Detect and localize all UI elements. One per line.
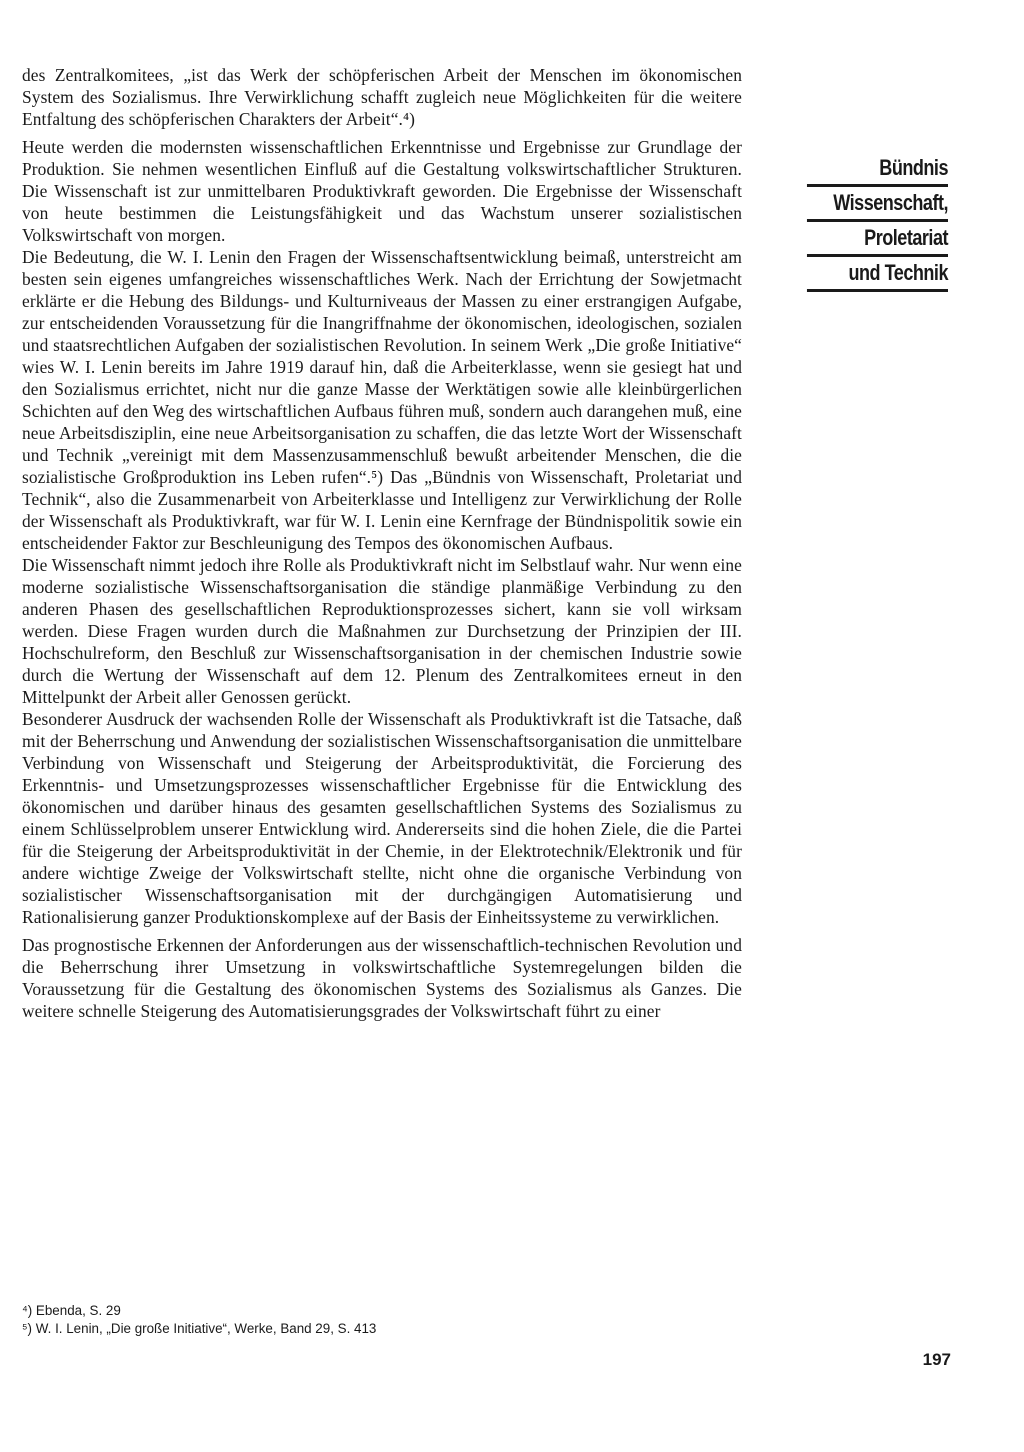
paragraph-2: Heute werden die modernsten wissenschaftlichen Erkenntnisse und Ergebnisse zur Grundlage der Produktion. Sie nehmen wesentlichen Einfluß auf die Gestaltung volkswirtschaftlicher Strukturen. Die Wissenschaft ist zur unmittelbaren Produktivkraft geworden. Die Ergebnisse der Wissenschaft von heute bestimmen die Leistungsfähigkeit und das Wachstum unserer sozialistischen Volkswirtschaft von morgen. [22, 137, 742, 245]
margin-heading-line-1: Bündnis [807, 152, 948, 187]
page-number: 197 [922, 1350, 951, 1369]
paragraph-1: des Zentralkomitees, „ist das Werk der schöpferischen Arbeit der Menschen im ökonomischen System des Sozialismus. Ihre Verwirklichung schafft zugleich neue Möglichkeiten für die weitere Entfaltung des schöpferischen Charakters der Arbeit“.⁴) [22, 65, 742, 129]
footnotes [22, 1302, 742, 1338]
margin-heading-line-3: Proletariat [807, 222, 948, 257]
main-text-column [22, 64, 742, 1028]
margin-heading-line-4: und Technik [807, 257, 948, 292]
paragraph-6: Das prognostische Erkennen der Anforderungen aus der wissenschaftlich-technischen Revolution und die Beherrschung ihrer Umsetzung in volkswirtschaftliche Systemregelungen bilden die Voraussetzung für die Gestaltung des ökonomischen Systems des Sozialismus als Ganzes. Die weitere schnelle Steigerung des Automatisierungsgrades der Volkswirtschaft führt zu einer [22, 935, 742, 1021]
paragraph-5: Besonderer Ausdruck der wachsenden Rolle der Wissenschaft als Produktivkraft ist die Tatsache, daß mit der Beherrschung und Anwendung der sozialistischen Wissenschaftsorganisation die unmittelbare Verbindung von Wissenschaft und Steigerung der Arbeitsproduktivität, die Forcierung des Erkenntnis- und Umsetzungsprozesses wissenschaftlicher Ergebnisse für die Entwicklung des ökonomischen und darüber hinaus des gesamten gesellschaftlichen Systems des Sozialismus zu einem Schlüsselproblem unserer Entwicklung wird. Andererseits sind die hohen Ziele, die die Partei für die Steigerung der Arbeitsproduktivität in der Chemie, in der Elektrotechnik/Elektronik und für andere wichtige Zweige der Volkswirtschaft stellte, nicht ohne die organische Verbindung von sozialistischer Wissenschaftsorganisation mit der durchgängigen Automatisierung und Rationalisierung ganzer Produktionskomplexe auf der Basis der Einheitssysteme zu verwirklichen. [22, 709, 742, 927]
margin-heading-line-2: Wissenschaft, [807, 187, 948, 222]
footnote-5: ⁵) W. I. Lenin, „Die große Initiative“, Werke, Band 29, S. 413 [22, 1321, 377, 1336]
footnote-4: ⁴) Ebenda, S. 29 [22, 1303, 121, 1318]
paragraph-3: Die Bedeutung, die W. I. Lenin den Fragen der Wissenschaftsentwicklung beimaß, unterstreicht am besten sein eigenes umfangreiches wissenschaftliches Werk. Nach der Errichtung der Sowjetmacht erklärte er die Hebung des Bildungs- und Kulturniveaus der Massen zu einer erstrangigen Aufgabe, zur entscheidenden Voraussetzung für die Inangriffnahme der ökonomischen, ideologischen, sozialen und staatsrechtlichen Aufgaben der sozialistischen Revolution. In seinem Werk „Die große Initiative“ wies W. I. Lenin bereits im Jahre 1919 darauf hin, daß die Arbeiterklasse, wenn sie gesiegt hat und den Sozialismus errichtet, nicht nur die ganze Masse der Werktätigen sowie alle kleinbürgerlichen Schichten auf den Weg des wirtschaftlichen Aufbaus führen muß, sondern auch darangehen muß, eine neue Arbeitsdisziplin, eine neue Arbeitsorganisation zu schaffen, die das letzte Wort der Wissenschaft und Technik „vereinigt mit dem Massenzusammenschluß bewußt arbeitender Menschen, die die sozialistische Großproduktion ins Leben rufen“.⁵) Das „Bündnis von Wissenschaft, Proletariat und Technik“, also die Zusammenarbeit von Arbeiterklasse und Intelligenz zur Verwirklichung der Rolle der Wissenschaft als Produktivkraft, war für W. I. Lenin eine Kernfrage der Bündnispolitik sowie ein entscheidender Faktor zur Beschleunigung des Tempos des ökonomischen Aufbaus. [22, 247, 742, 553]
margin-heading [776, 152, 948, 292]
paragraph-4: Die Wissenschaft nimmt jedoch ihre Rolle als Produktivkraft nicht im Selbstlauf wahr. Nur wenn eine moderne sozialistische Wissenschaftsorganisation die ständige planmäßige Verbindung zu den anderen Phasen des gesellschaftlichen Reproduktionsprozesses sichert, kann sie voll wirksam werden. Diese Fragen wurden durch die Maßnahmen zur Durchsetzung der Prinzipien der III. Hochschulreform, den Beschluß zur Wissenschaftsorganisation in der chemischen Industrie sowie durch die Wertung der Wissenschaft auf dem 12. Plenum des Zentralkomitees erneut in den Mittelpunkt der Arbeit aller Genossen gerückt. [22, 555, 742, 707]
